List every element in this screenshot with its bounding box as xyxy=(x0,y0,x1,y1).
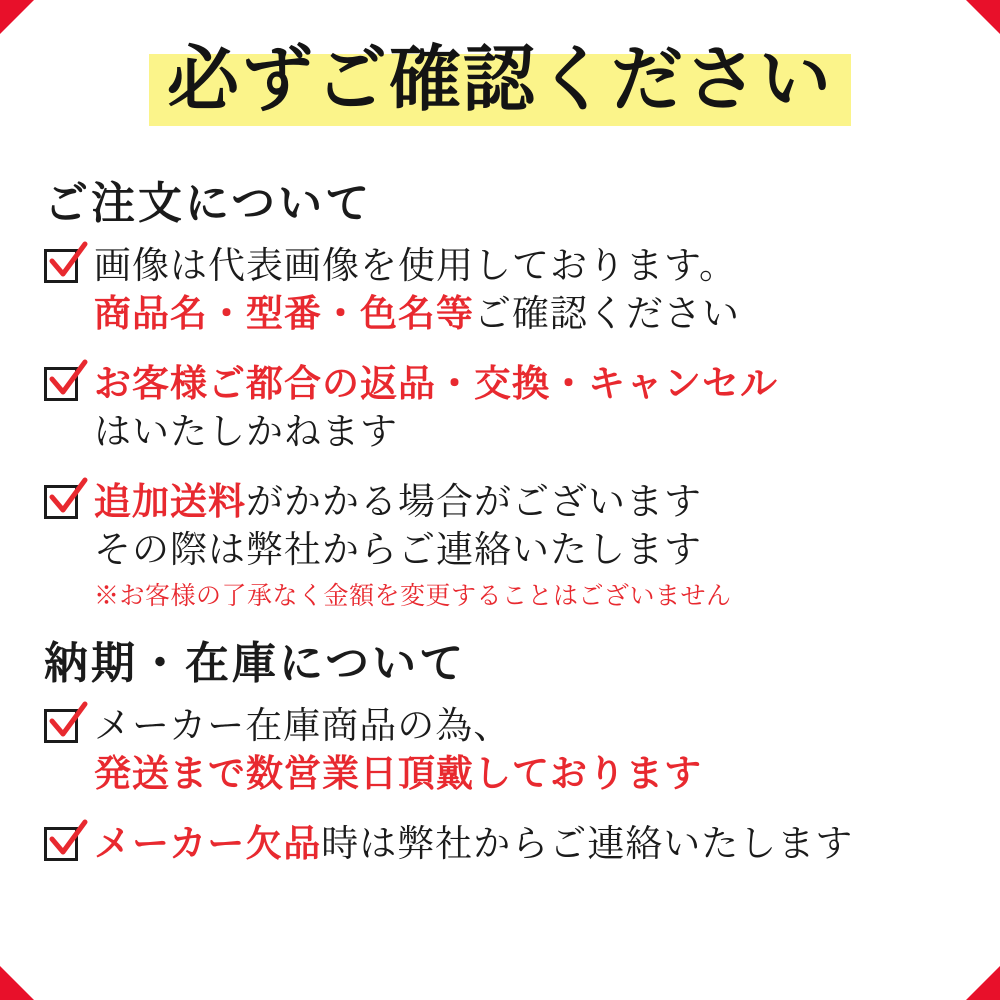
text-segment-emphasis: お客様ご都合の返品・交換・キャンセル xyxy=(94,363,778,405)
headline-banner xyxy=(0,38,1000,126)
list-item-line xyxy=(94,821,960,869)
corner-accent-bottom-right xyxy=(966,966,1000,1000)
headline xyxy=(149,38,851,126)
list-item-line xyxy=(94,409,960,457)
list-item xyxy=(44,361,960,457)
list-item-line xyxy=(94,291,960,339)
list-item xyxy=(44,821,960,869)
checkmark-icon xyxy=(44,485,84,525)
list-item-text xyxy=(94,243,960,339)
checkmark-icon xyxy=(44,709,84,749)
text-segment: 画像は代表画像を使用しております。 xyxy=(94,245,738,287)
text-segment-emphasis: メーカー欠品 xyxy=(94,824,322,866)
corner-accent-top-left xyxy=(0,0,34,34)
list-item-line xyxy=(94,479,960,527)
section-delivery-stock xyxy=(44,638,960,869)
list-item xyxy=(44,703,960,799)
list-item-line xyxy=(94,703,960,751)
text-segment-emphasis: 追加送料 xyxy=(94,482,246,524)
list-item-text xyxy=(94,821,960,869)
text-segment: はいたしかねます xyxy=(94,412,398,454)
list-item-text xyxy=(94,703,960,799)
corner-accent-top-right xyxy=(966,0,1000,34)
list-item-line xyxy=(94,751,960,799)
section-title-delivery-stock: 納期・在庫について xyxy=(44,639,467,689)
text-segment-emphasis: 商品名・型番・色名等 xyxy=(94,293,474,335)
checkmark-icon xyxy=(44,249,84,289)
list-item-line xyxy=(94,361,960,409)
list-item-text xyxy=(94,361,960,457)
text-segment: ご確認ください xyxy=(474,293,740,335)
corner-accent-bottom-left xyxy=(0,966,34,1000)
list-item-line xyxy=(94,527,960,575)
list-item xyxy=(44,479,960,614)
checkmark-icon xyxy=(44,827,84,867)
list-item xyxy=(44,243,960,339)
list-item-line xyxy=(94,243,960,291)
text-segment: メーカー在庫商品の為、 xyxy=(94,706,512,748)
text-segment: 時は弊社からご連絡いたします xyxy=(321,824,854,866)
text-segment-emphasis: 発送まで数営業日頂戴しております xyxy=(94,754,702,796)
checkmark-icon xyxy=(44,367,84,407)
text-segment: がかかる場合がございます xyxy=(246,482,702,524)
list-item-note: ※お客様の了承なく金額を変更することはございません xyxy=(94,583,732,611)
text-segment: その際は弊社からご連絡いたします xyxy=(94,530,702,572)
headline-text: 必ずご確認ください xyxy=(166,40,833,120)
list-item-text xyxy=(94,479,960,614)
notice-content xyxy=(44,168,960,891)
section-orders xyxy=(44,178,960,614)
section-title-orders: ご注文について xyxy=(44,179,373,228)
